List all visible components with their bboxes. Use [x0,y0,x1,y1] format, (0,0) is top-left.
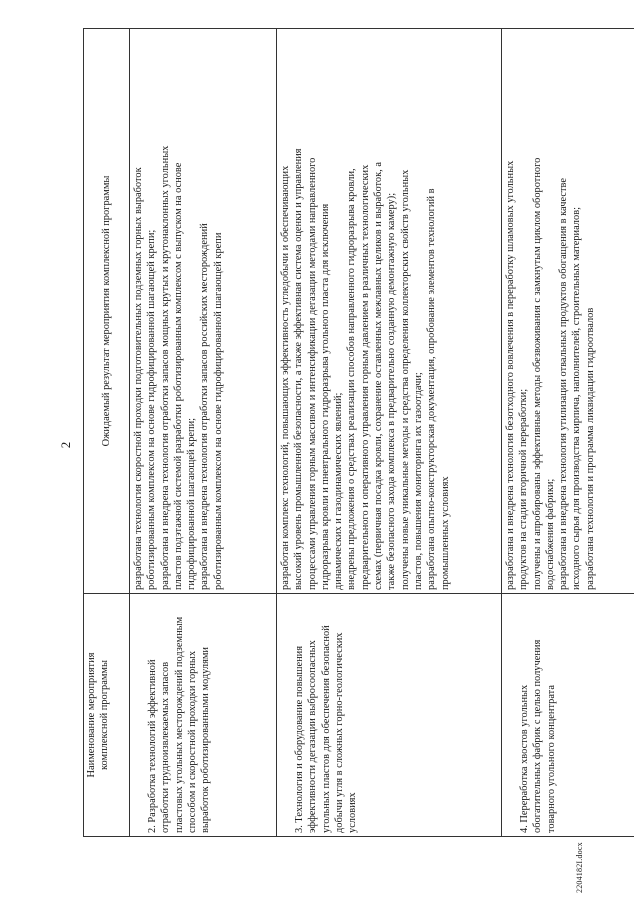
page-number: 2 [58,441,73,449]
result-line: разработана опытно-конструкторская документация, опробование элементов технологий в [426,188,438,590]
measure-name [132,597,212,833]
result-line: разработана и внедрена технология отработки запасов мощных крутых и крутонаклонных угольных [159,145,171,590]
header-name-line: комплексной программы [99,660,111,770]
table-row [277,29,502,837]
header-result: Ожидаемый результат мероприятия комплексной программы [84,29,130,594]
result-line: также безопасного захода комплекса в предварительно созданную демонтажную камеру); [386,192,398,590]
name-line: 4. Переработка хвостов угольных [519,684,530,833]
result-line: исходного сырья для производства кирпича, наполнителей, строительных материалов; [571,207,583,590]
name-line: отработки трудноизвлекаемых запасов [160,661,172,833]
name-line: эффективности дегазации выбросоопасных [307,640,319,833]
document-id: 2204182I.docx [575,842,584,893]
expected-result-cell [277,29,502,594]
result-line: разработана и внедрена технология отработки запасов российских месторождений [199,223,211,590]
result-line: получены и апробированы эффективные методы обезвоживания с замкнутым циклом оборотного [531,157,543,590]
measure-name-cell [130,594,277,837]
result-line: процессами управления горным массивом и интенсификации дегазации методами направленного [306,157,318,590]
name-line: товарного угольного концентрата [545,685,557,833]
name-line: добычи угля в сложных горно-геологических [333,632,345,833]
result-line: роботизированным комплексом на основе гидрофицированной шагающей крепи; [146,229,158,590]
result-line: разработана и внедрена технология безотходного вовлечения в переработку шламовых угольных [505,160,516,590]
name-line: пластовых угольных месторождений подземным [173,616,185,833]
result-line: гидроразрыва кровли и пневтрального гидроразрыва угольного пласта для исключения [319,203,331,590]
measure-name-cell [502,594,635,837]
result-line: роботизированным комплексом на основе гидрофицированной шагающей крепи [212,232,224,590]
result-line: гидрофицированной шагающей крепи; [186,417,198,590]
name-line: способом и скоростной проходки горных [186,650,198,833]
expected-result-cell [502,29,635,594]
result-line: пластов, повышения мониторинга их газоотдачи; [412,372,424,590]
expected-result-cell [130,29,277,594]
result-line: разработана технология скоростной проходки подготовительных подземных горных выработок [133,167,144,590]
result-line: разработан комплекс технологий, повышающих эффективность угледобычи и обеспечивающих [280,165,291,590]
name-line: 3. Технология и оборудование повышения [294,646,305,833]
header-name [84,594,130,837]
result-line: схемах (первичная посадка кровли, сохранение оставленных межлавных целиков и выработок, а [373,162,385,590]
name-line: 2. Разработка технологий эффективной [147,659,158,833]
result-line: разработана технология и программа ликвидации гидроотвалов [584,307,596,590]
result-line: водоснабжения фабрики; [544,478,556,590]
result-line: получены новые уникальные методы и средства определения коллекторских свойств угольных [399,169,411,590]
name-line: условиях [347,792,359,833]
result-line: внедрены предложения о средствах реализации способов направленного гидроразрыва кровли, [346,168,358,590]
result-line: динамических и газодинамических явлений; [333,392,345,590]
header-name-line: Наименование мероприятия [86,652,97,778]
measure-name [279,597,359,833]
name-line: выработок роботизированными модулями [200,647,212,833]
name-line: угольных пластов для обеспечения безопасной [320,625,332,833]
result-line: высокий уровень промышленной безопасности, а также эффективная система оценки и управления [293,148,305,590]
result-line: промышленных условиях [439,476,451,590]
table-row [130,29,277,837]
result-line: предварительного и оперативного управления горным давлением в различных технологических [359,164,371,590]
table-row [502,29,635,837]
measure-name [504,597,558,833]
name-line: обогатительных фабрик с целью получения [532,639,544,833]
measure-name-cell [277,594,502,837]
result-line: разработана и внедрена технология утилизации отвальных продуктов обогащения в качестве [558,178,570,590]
result-line: пластов подэтажной системой разработки роботизированным комплексом с выпуском на основе [172,162,184,590]
table-header-row [84,29,130,837]
program-table [83,28,634,837]
result-line: продуктов на стадии вторичной переработки; [518,388,530,590]
